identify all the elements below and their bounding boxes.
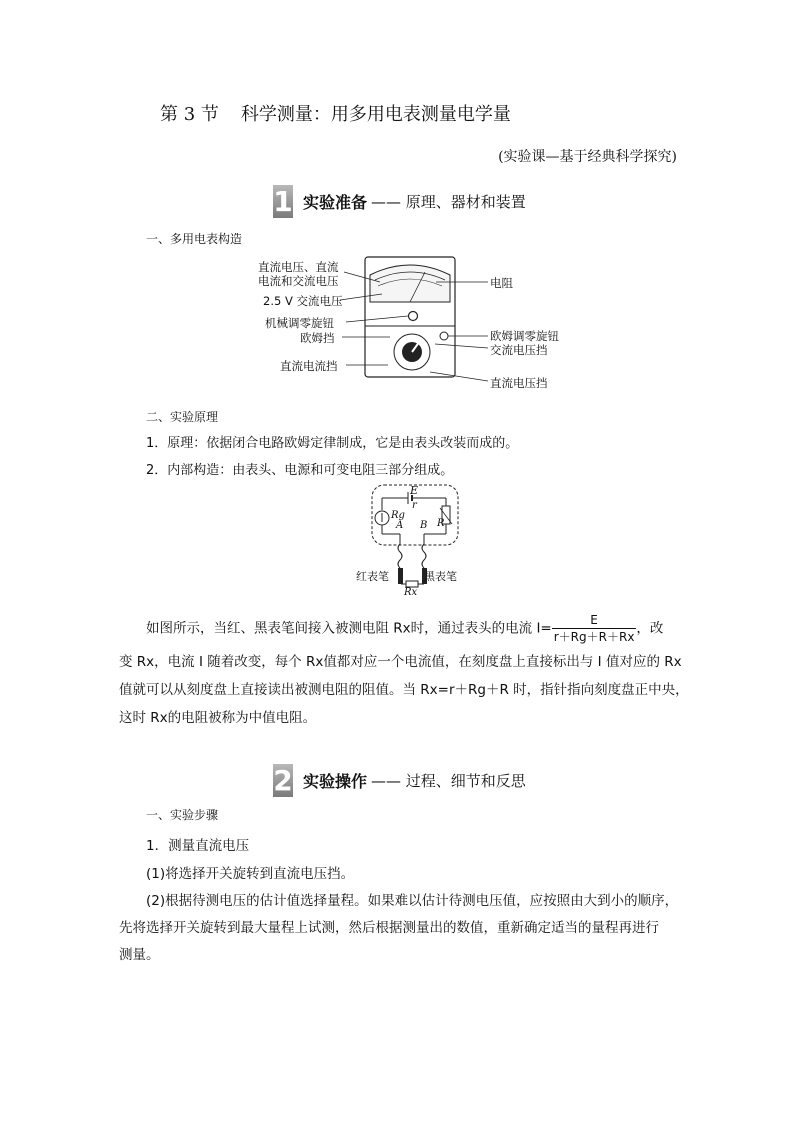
steps-heading: 一、实验步骤 bbox=[146, 808, 219, 822]
label-dc-voltage: 直流电压、直流 bbox=[258, 260, 339, 274]
step-1-2b: 先将选择开关旋转到最大量程上试测，然后根据测量出的数值，重新确定适当的量程再进行 bbox=[119, 920, 659, 936]
section-2-title: 实验操作 bbox=[303, 772, 368, 791]
page-title bbox=[160, 100, 511, 126]
step-1-2c: 测量。 bbox=[119, 947, 160, 963]
structure-text: 2．内部构造：由表头、电源和可变电阻三部分组成。 bbox=[146, 463, 454, 478]
label-ohm-zero: 欧姆调零旋钮 bbox=[490, 329, 559, 343]
label-red-probe: 红表笔 bbox=[356, 570, 389, 583]
dial-window bbox=[370, 265, 450, 302]
label-dc-ac: 电流和交流电压 bbox=[258, 274, 339, 288]
label-dc-voltage-range: 直流电压挡 bbox=[490, 376, 548, 390]
red-probe-lead bbox=[398, 534, 402, 568]
section-1-title: 实验准备 bbox=[303, 193, 368, 212]
label-emf: E bbox=[410, 484, 419, 497]
section-1-subtitle: —— 原理、器材和装置 bbox=[371, 191, 526, 212]
para-4: 这时 Rx的电阻被称为中值电阻。 bbox=[119, 710, 317, 726]
label-a: A bbox=[396, 520, 404, 531]
formula-numerator: E bbox=[552, 612, 637, 629]
current-formula bbox=[552, 612, 637, 645]
mechanical-zero-knob bbox=[409, 312, 418, 321]
para-1 bbox=[146, 612, 686, 645]
label-ac-voltage-range: 交流电压挡 bbox=[490, 343, 548, 357]
step-1-2a: (2)根据待测电压的估计值选择量程。如果难以估计待测电压值，应按照由大到小的顺序， bbox=[146, 893, 679, 909]
section-2-heading bbox=[273, 764, 526, 797]
page-subtitle: (实验课—基于经典科学探究) bbox=[498, 149, 677, 165]
label-black-probe: 黑表笔 bbox=[424, 570, 457, 583]
para-1-a: 如图所示，当红、黑表笔间接入被测电阻 Rx时，通过表头的电流 I= bbox=[146, 620, 552, 637]
section-2-badge: 2 bbox=[273, 764, 293, 797]
label-mechanical-zero: 机械调零旋钮 bbox=[265, 316, 334, 330]
title-section: 第 3 节 bbox=[160, 104, 219, 125]
step-1-1: (1)将选择开关旋转到直流电压挡。 bbox=[146, 866, 355, 882]
label-b: B bbox=[420, 520, 428, 531]
part-1-heading: 一、多用电表构造 bbox=[146, 232, 243, 246]
para-3: 值就可以从刻度盘上直接读出被测电阻的阻值。当 Rx=r＋Rg＋R 时，指针指向刻度盘正中央， bbox=[119, 682, 689, 698]
label-resistance: 电阻 bbox=[490, 276, 513, 290]
para-1-b: ，改 bbox=[636, 620, 664, 637]
label-internal-resistance: r bbox=[412, 500, 417, 511]
section-1-badge: 1 bbox=[273, 185, 293, 218]
title-main: 科学测量：用多用电表测量电学量 bbox=[240, 104, 511, 125]
label-dc-current: 直流电流挡 bbox=[280, 359, 338, 373]
step-1: 1．测量直流电压 bbox=[146, 838, 250, 854]
principle-text: 1．原理：依据闭合电路欧姆定律制成，它是由表头改装而成的。 bbox=[146, 436, 519, 451]
label-rx: Rx bbox=[404, 587, 418, 598]
label-r: R bbox=[437, 518, 445, 529]
section-2-subtitle: —— 过程、细节和反思 bbox=[371, 770, 526, 791]
label-ohm-range: 欧姆挡 bbox=[300, 331, 335, 345]
section-1-heading bbox=[273, 185, 526, 218]
ohm-zero-knob bbox=[440, 332, 448, 340]
label-ac-2-5v: 2.5 V 交流电压 bbox=[263, 294, 343, 308]
red-probe bbox=[398, 568, 403, 584]
para-2: 变 Rx，电流 I 随着改变，每个 Rx值都对应一个电流值，在刻度盘上直接标出与 I 值对应的 Rx bbox=[119, 654, 682, 670]
part-2-heading: 二、实验原理 bbox=[146, 410, 219, 424]
black-probe-lead bbox=[422, 534, 426, 568]
formula-denominator: r＋Rg＋R＋Rx bbox=[553, 630, 635, 644]
label-rg: Rg bbox=[391, 510, 405, 521]
